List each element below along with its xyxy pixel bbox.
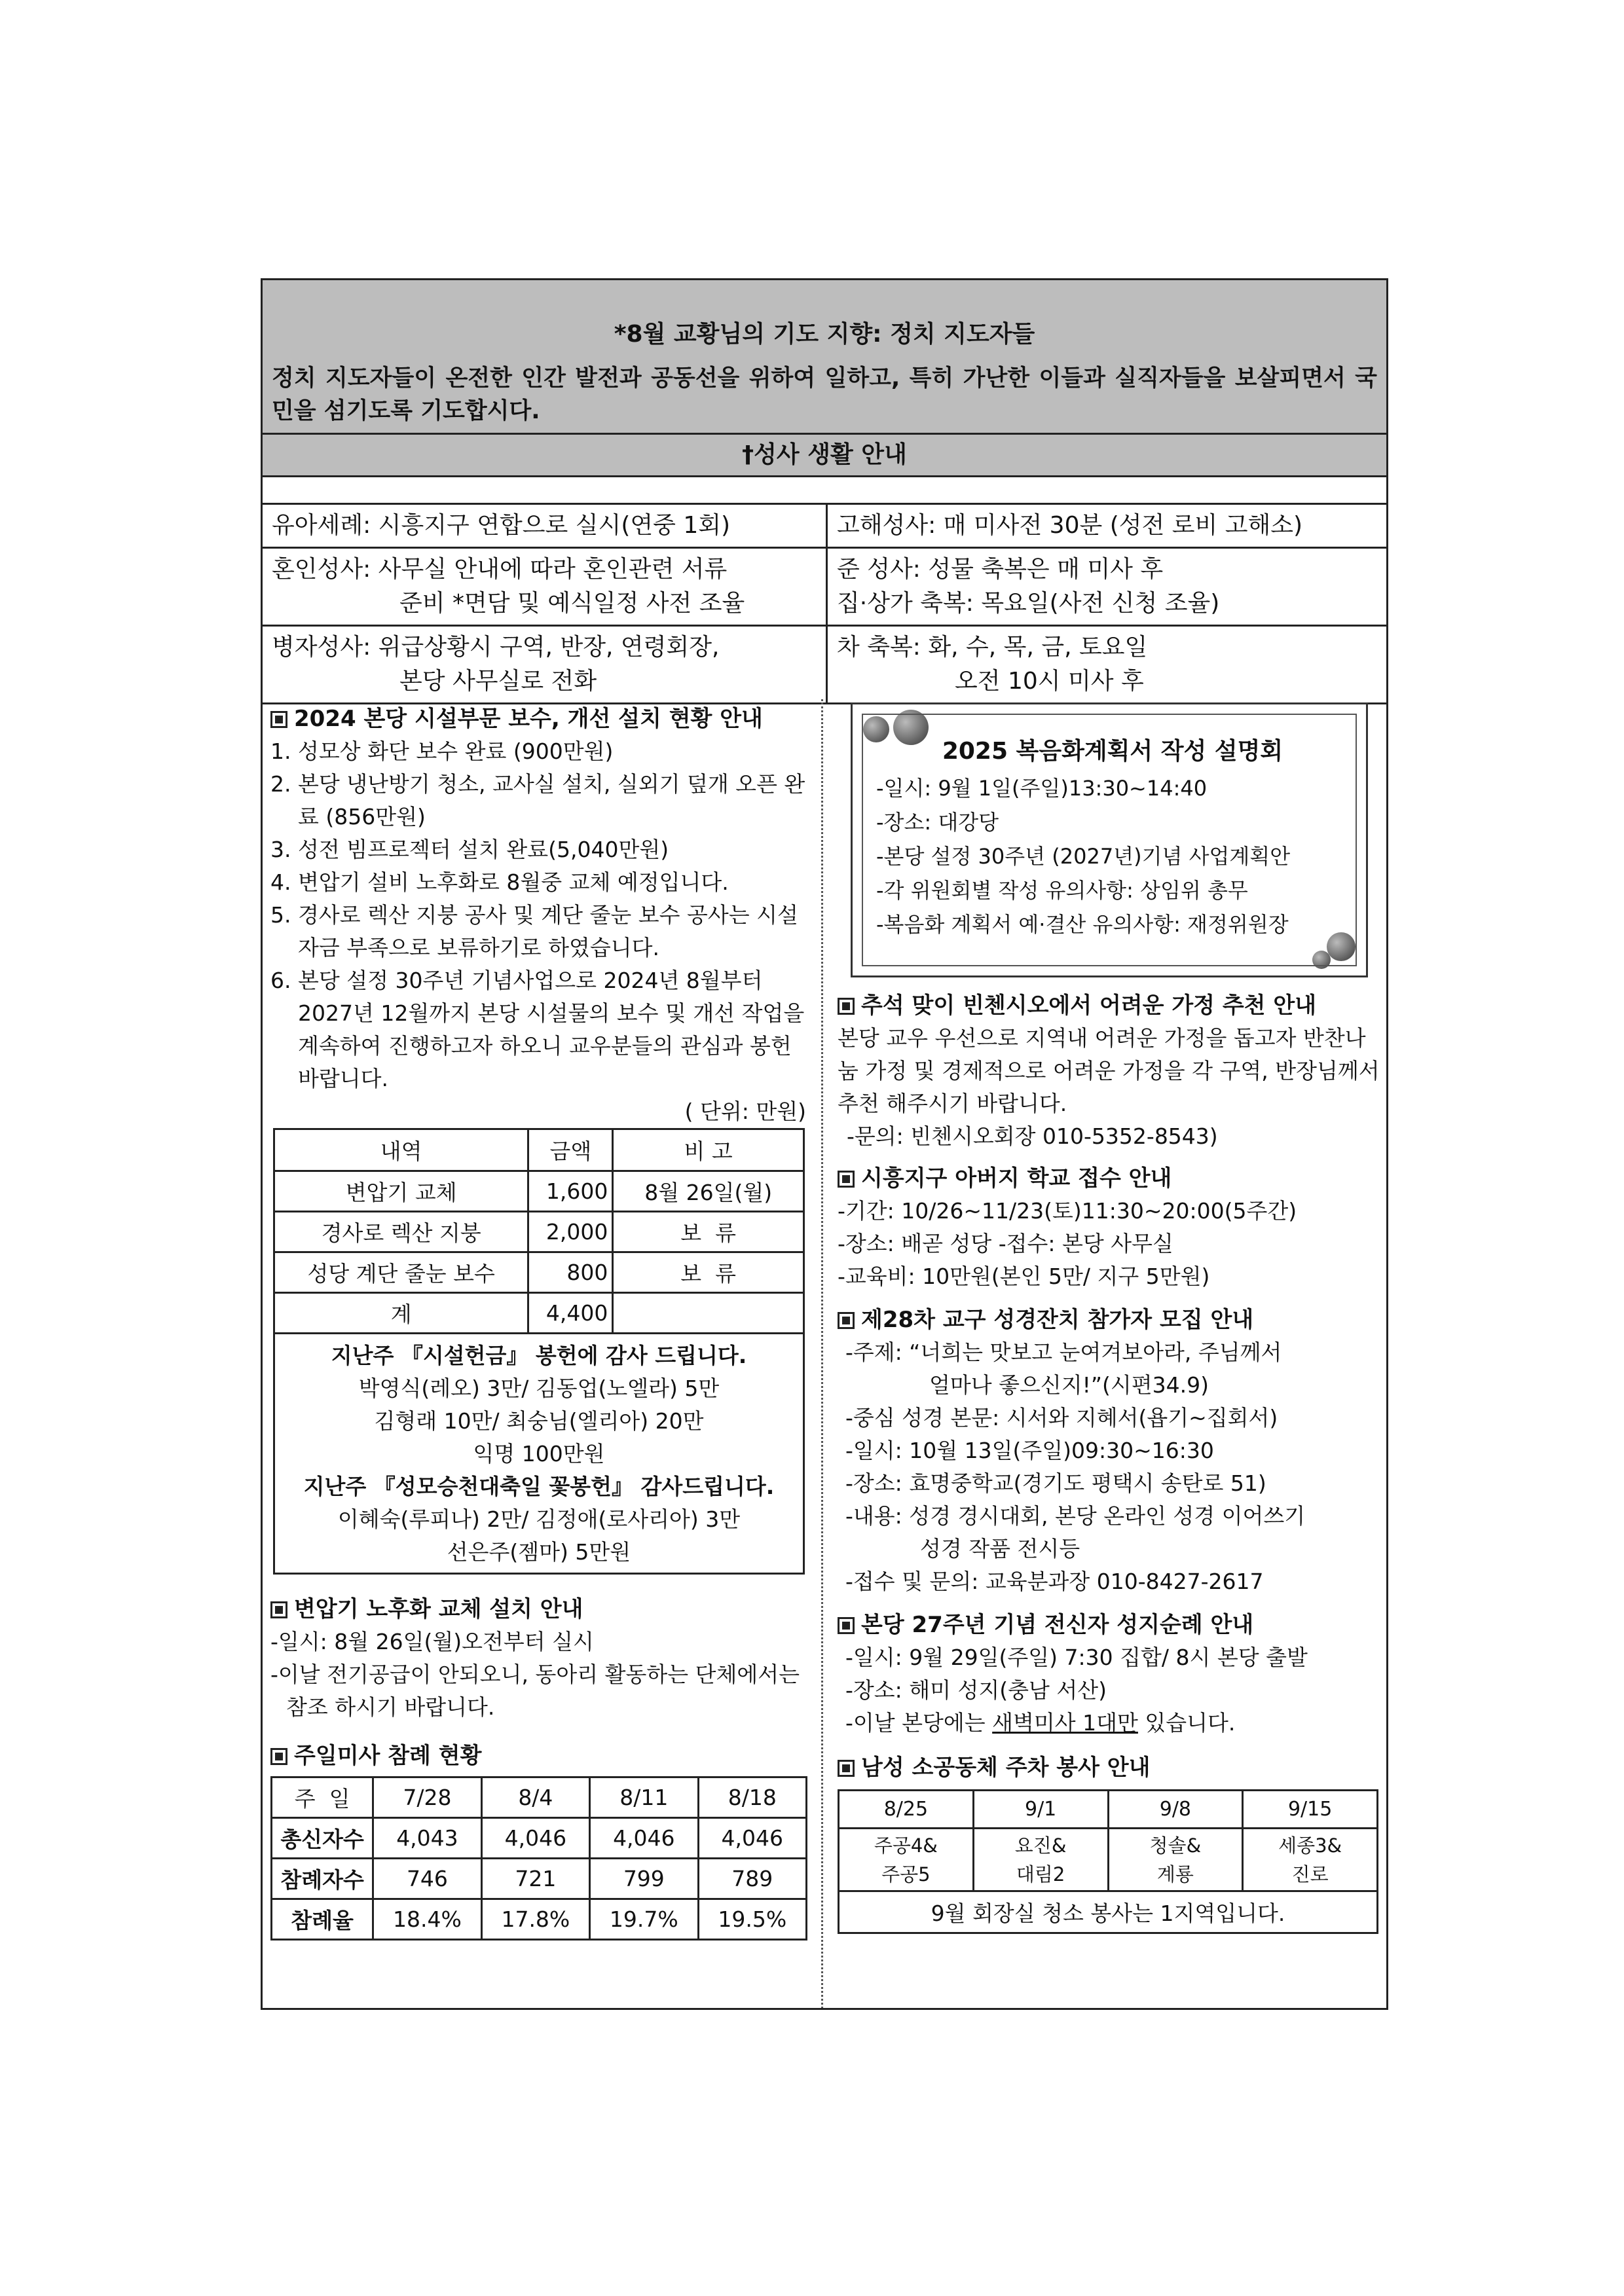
bible-fest-title [838,1303,1381,1336]
table-cell [839,1829,974,1891]
pastoral-plan-inner [862,714,1357,966]
table-cell: 참례자수 [272,1858,373,1899]
table-cell: 계 [275,1292,528,1333]
sacrament-list-right [828,503,1388,704]
group-line: 대림2 [1016,1863,1065,1886]
notice-line: -중심 성경 본문: 시서와 지혜서(욥기~집회서) [845,1405,1278,1430]
column-divider [821,699,823,2009]
group-line: 계룡 [1156,1863,1194,1886]
table-cell: 9/8 [1108,1791,1243,1829]
sacrament-line: 차 축복: 화, 수, 목, 금, 토요일 [837,634,1148,661]
table-cell [1108,1829,1243,1891]
donor-line: 김형래 10만/ 최숭님(엘리아) 20만 [374,1408,704,1434]
table-header-row [272,1777,807,1817]
column-header: 내역 [275,1130,528,1171]
group-line: 세종3& [1278,1834,1342,1857]
sacrament-line: 준 성사: 성물 축복은 매 미사 후 [837,556,1164,583]
confession [828,503,1388,547]
thanks-heading: 지난주 『성모승천대축일 꽃봉헌』 감사드립니다. [303,1473,775,1499]
donor-line: 선은주(젬마) 5만원 [447,1539,631,1565]
table-cell: 19.7% [590,1899,698,1939]
notice-line: -이날 전기공급이 안되오니, 동아리 활동하는 단체에서는 참조 하시기 바랍니다. [270,1661,800,1720]
sacrament-line: 혼인성사: 사무실 안내에 따라 혼인관련 서류 [272,556,728,583]
notice-line: -내용: 성경 경시대회, 본당 온라인 성경 이어쓰기 [845,1503,1306,1529]
section-title-text: 추석 맞이 빈첸시오에서 어려운 가정 추천 안내 [861,993,1317,1019]
column-header: 비 고 [613,1130,803,1171]
notice-line: -일시: 9월 29일(주일) 7:30 집합/ 8시 본당 출발 [845,1645,1308,1670]
facility-item: 5. 경사로 렉산 지붕 공사 및 계단 줄눈 보수 공사는 시설 자금 부족으로 보류하기로 하였습니다. [270,902,798,960]
table-cell [973,1829,1108,1891]
sacrament-line: 유아세례: 시흥지구 연합으로 실시(연중 1회) [272,512,731,539]
group-line: 주공4& [874,1834,938,1857]
group-line: 요진& [1014,1834,1067,1857]
table-header-row [839,1791,1378,1829]
sacrament-guide-header: †성사 생활 안내 [263,435,1386,477]
left-column [270,702,814,1941]
table-cell: 9/1 [973,1791,1108,1829]
table-cell: 4,046 [698,1817,806,1858]
group-line: 주공5 [881,1863,931,1886]
table-cell: 8/18 [698,1777,806,1817]
table-cell: 4,046 [481,1817,589,1858]
pastoral-plan-title: 2025 복음화계획서 작성 설명회 [942,738,1283,765]
right-column [838,702,1381,1934]
sacrament-line: 집·상가 축복: 목요일(사전 신청 조율) [837,590,1220,617]
table-row [275,1171,803,1211]
notice-line: -주제: “너희는 맛보고 눈여겨보아라, 주님께서 [845,1339,1282,1365]
plan-line: -복음화 계획서 예·결산 유의사항: 재정위원장 [876,912,1289,937]
table-row [275,1252,803,1292]
table-cell: 800 [528,1252,613,1292]
table-cell: 8/4 [481,1777,589,1817]
facility-item: 3. 성전 빔프로젝터 설치 완료(5,040만원) [270,837,669,862]
note-text: -이날 본당에는 [845,1710,993,1736]
group-line: 청솔& [1149,1834,1202,1857]
square-bullet-icon [838,1312,855,1329]
table-cell: 1,600 [528,1171,613,1211]
table-row [839,1891,1378,1933]
square-bullet-icon [838,998,855,1015]
table-cell: 변압기 교체 [275,1171,528,1211]
chuseok-section-title [838,989,1381,1022]
table-cell: 18.4% [373,1899,481,1939]
plan-line: -각 위원회별 작성 유의사항: 상임위 총무 [876,878,1248,903]
table-row [272,1899,807,1939]
notice-line: -장소: 배곧 성당 -접수: 본당 사무실 [838,1231,1173,1256]
contact-line: -접수 및 문의: 교육분과장 010-8427-2617 [845,1569,1264,1594]
cost-table [275,1130,803,1334]
donor-line: 박영식(레오) 3만/ 김동업(노엘라) 5만 [358,1375,720,1401]
notice-line: 성경 작품 전시등 [920,1536,1080,1561]
section-title-text: 시흥지구 아버지 학교 접수 안내 [861,1165,1172,1192]
infant-baptism [263,503,826,547]
square-bullet-icon [838,1617,855,1634]
notice-line: 얼마나 좋으신지!”(시편34.9) [929,1372,1209,1398]
table-cell: 4,400 [528,1292,613,1333]
column-header: 금액 [528,1130,613,1171]
table-cell: 721 [481,1858,589,1899]
table-cell: 보 류 [613,1252,803,1292]
notice-line: -교육비: 10만원(본인 5만/ 지구 5만원) [838,1264,1210,1289]
sacrament-line: 본당 사무실로 전화 [399,668,597,695]
facility-item: 1. 성모상 화단 보수 완료 (900만원) [270,738,614,764]
donor-line: 이혜숙(루피나) 2만/ 김정애(로사리아) 3만 [337,1506,741,1532]
notice-line: -장소: 해미 성지(충남 서산) [845,1677,1107,1703]
square-bullet-icon [838,1171,855,1188]
table-cell: 8/11 [590,1777,698,1817]
table-row [272,1817,807,1858]
contact-line: -문의: 빈첸시오회장 010-5352-8543) [847,1123,1218,1149]
unit-note: ( 단위: 만원) [684,1099,806,1124]
sacrament-list-left [263,503,828,704]
transformer-section-title [270,1593,814,1626]
table-cell: 참례율 [272,1899,373,1939]
table-cell: 보 류 [613,1211,803,1252]
prayer-intention-section [263,280,1386,435]
section-title-text: 남성 소공동체 주차 봉사 안내 [861,1755,1151,1781]
note-text: 있습니다. [1137,1710,1236,1736]
table-cell: 8월 26일(월) [613,1171,803,1211]
facility-item: 6. 본당 설정 30주년 기념사업으로 2024년 8월부터 2027년 12월까지 본당 시설물의 보수 및 개선 작업을 계속하여 진행하고자 하오니 교우분들의 관심과 봉헌 바랍니다. [270,968,805,1091]
plan-line: -일시: 9월 1일(주일)13:30~14:40 [876,776,1208,801]
table-cell: 주 일 [272,1777,373,1817]
section-title-text: 2024 본당 시설부문 보수, 개선 설치 현황 안내 [294,706,763,732]
parking-title [838,1751,1381,1784]
attendance-table [270,1776,807,1941]
notice-line: -일시: 8월 26일(월)오전부터 실시 [270,1628,594,1654]
section-title-text: 변압기 노후화 교체 설치 안내 [294,1595,583,1622]
cleaning-notice: 9월 회장실 청소 봉사는 1지역입니다. [839,1891,1378,1933]
table-cell: 성당 계단 줄눈 보수 [275,1252,528,1292]
anointing-sacrament [263,625,826,704]
square-bullet-icon [270,1601,287,1618]
thanks-heading: 지난주 『시설헌금』 봉헌에 감사 드립니다. [331,1342,747,1368]
plan-line: -본당 설정 30주년 (2027년)기념 사업계획안 [876,844,1291,869]
square-bullet-icon [270,711,287,728]
donation-thanks [275,1334,803,1573]
attendance-section-title [270,1740,814,1772]
group-line: 진로 [1291,1863,1329,1886]
notice-line: -기간: 10/26~11/23(토)11:30~20:00(5주간) [838,1198,1297,1224]
table-cell: 총신자수 [272,1817,373,1858]
table-cell: 789 [698,1858,806,1899]
notice-line: -일시: 10월 13일(주일)09:30~16:30 [845,1438,1214,1463]
table-cell: 2,000 [528,1211,613,1252]
table-cell: 4,043 [373,1817,481,1858]
table-cell: 7/28 [373,1777,481,1817]
square-bullet-icon [270,1748,287,1765]
table-cell: 19.5% [698,1899,806,1939]
table-cell: 경사로 렉산 지붕 [275,1211,528,1252]
table-row [839,1829,1378,1891]
table-cell: 799 [590,1858,698,1899]
table-cell [613,1292,803,1333]
marriage-sacrament [263,547,826,625]
pilgrimage-title [838,1609,1381,1641]
facility-item: 2. 본당 냉난방기 청소, 교사실 설치, 실외기 덮개 오픈 완료 (856만원) [270,771,805,829]
table-header-row [275,1130,803,1171]
bulletin-page [261,278,1388,2010]
sacrament-line: 병자성사: 위급상황시 구역, 반장, 연령회장, [272,634,720,661]
notice-line: -장소: 효명중학교(경기도 평택시 송탄로 51) [845,1470,1266,1496]
sacrament-line: 오전 10시 미사 후 [955,668,1144,695]
table-total-row [275,1292,803,1333]
plan-line: -장소: 대강당 [876,810,999,835]
notice-line [838,1707,1381,1740]
section-title-text: 주일미사 참례 현황 [294,1742,482,1769]
parking-table [838,1789,1378,1934]
square-bullet-icon [838,1760,855,1777]
table-cell [1243,1829,1378,1891]
sacrament-line: 고해성사: 매 미사전 30분 (성전 로비 고해소) [837,512,1303,539]
note-emphasis: 새벽미사 1대만 [992,1710,1138,1736]
car-blessing [828,625,1388,704]
section-title-text: 제28차 교구 성경잔치 참가자 모집 안내 [861,1307,1254,1333]
table-cell: 746 [373,1858,481,1899]
sacramentals [828,547,1388,625]
sacrament-line: 준비 *면담 및 예식일정 사전 조율 [399,590,745,617]
fathers-school-title [838,1162,1381,1195]
table-cell: 8/25 [839,1791,974,1829]
donor-line: 익명 100만원 [473,1440,605,1467]
facility-item: 4. 변압기 설비 노후화로 8월중 교체 예정입니다. [270,869,729,895]
table-row [272,1858,807,1899]
section-title-text: 본당 27주년 기념 전신자 성지순례 안내 [861,1612,1254,1638]
table-cell: 9/15 [1243,1791,1378,1829]
table-cell: 4,046 [590,1817,698,1858]
prayer-intention-text: 정치 지도자들이 온전한 인간 발전과 공동선을 위하여 일하고, 특히 가난한 이들과 실직자들을 보살피면서 국민을 섬기도록 기도합시다. [272,365,1377,424]
cost-box [273,1128,805,1575]
facility-section-title [270,702,814,735]
table-row [275,1211,803,1252]
notice-body: 본당 교우 우선으로 지역내 어려운 가정을 돕고자 반찬나눔 가정 및 경제적으로 어려운 가정을 각 구역, 반장님께서 추천 해주시기 바랍니다. [838,1025,1380,1116]
pastoral-plan-box [851,702,1368,977]
table-cell: 17.8% [481,1899,589,1939]
prayer-intention-title: *8월 교황님의 기도 지향: 정치 지도자들 [614,321,1035,348]
